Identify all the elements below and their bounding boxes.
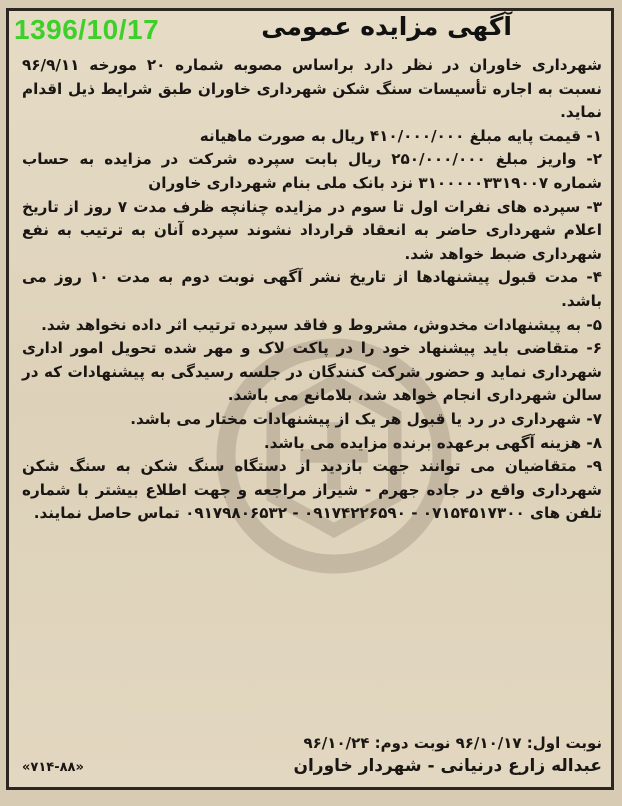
notice-intro: شهرداری خاوران در نظر دارد براساس مصوبه شماره ۲۰ مورخه ۹۶/۹/۱۱ نسبت به اجاره تأسیسات سنگ شکن شهرداری خاوران طبق شرایط ذیل اقدام نماید. — [22, 56, 602, 122]
notice-body — [22, 54, 602, 526]
notice-item-9: ۹- متقاضیان می توانند جهت بازدید از دستگاه سنگ شکن به سنگ شکن شهرداری واقع در جاده جهرم - شیراز مراجعه و جهت اطلاع بیشتر با شماره تلفن های ۰۷۱۵۴۵۱۷۳۰۰ - ۰۹۱۷۴۲۲۶۵۹۰ - ۰۹۱۷۹۸۰۶۵۳۲ تماس حاصل نمایند. — [22, 457, 602, 523]
signature: عبداله زارع درنیانی - شهردار خاوران — [293, 756, 602, 776]
ad-code: «۷۱۴-۸۸» — [22, 760, 84, 775]
notice-title: آگهی مزایده عمومی — [261, 12, 512, 41]
notice-item-2: ۲- واریز مبلغ ۲۵۰/۰۰۰/۰۰۰ ریال بابت سپرده شرکت در مزایده به حساب شماره ۳۱۰۰۰۰۰۳۳۱۹۰۰۷ نزد بانک ملی بنام شهرداری خاوران — [22, 150, 602, 192]
publication-schedule: نوبت اول: ۹۶/۱۰/۱۷ نوبت دوم: ۹۶/۱۰/۲۴ — [303, 734, 602, 752]
notice-item-3: ۳- سپرده های نفرات اول تا سوم در مزایده چنانچه ظرف مدت ۷ روز از تاریخ اعلام شهرداری حاضر به انعقاد قرارداد نشوند سپرده آنان به ترتیب به نفع شهرداری ضبط خواهد شد. — [22, 197, 602, 263]
notice-item-6: ۶- متقاضی باید پیشنهاد خود را در پاکت لاک و مهر شده تحویل امور اداری شهرداری نماید و حضور شرکت کنندگان در جلسه رسیدگی به پیشنهادات که در سالن شهرداری انجام خواهد شد، بلامانع می باشد. — [22, 339, 602, 405]
signature-row — [22, 756, 602, 776]
notice-item-4: ۴- مدت قبول پیشنهادها از تاریخ نشر آگهی نوبت دوم به مدت ۱۰ روز می باشد. — [22, 268, 602, 310]
notice-item-1: ۱- قیمت پایه مبلغ ۴۱۰/۰۰۰/۰۰۰ ریال به صورت ماهیانه — [199, 126, 602, 145]
date-stamp: 1396/10/17 — [14, 14, 160, 45]
notice-footer — [22, 732, 602, 776]
notice-item-5: ۵- به پیشنهادات مخدوش، مشروط و فاقد سپرده ترتیب اثر داده نخواهد شد. — [41, 315, 602, 334]
notice-item-8: ۸- هزینه آگهی برعهده برنده مزایده می باشد. — [263, 433, 602, 452]
notice-item-7: ۷- شهرداری در رد یا قبول هر یک از پیشنهادات مختار می باشد. — [130, 409, 602, 428]
